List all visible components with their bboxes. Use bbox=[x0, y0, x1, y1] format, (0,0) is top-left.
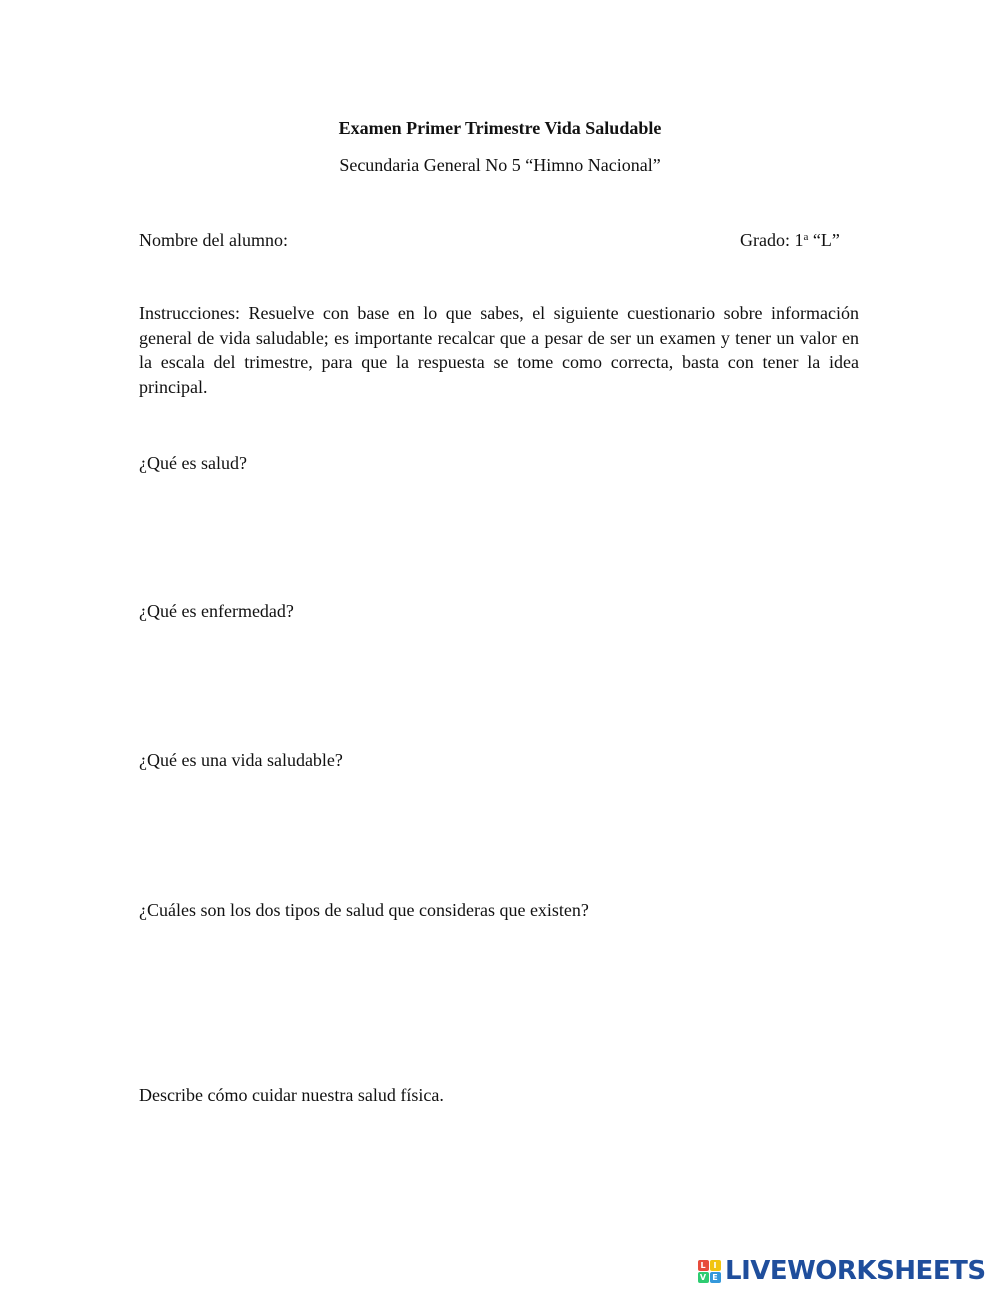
question-1: ¿Qué es salud? bbox=[139, 453, 247, 473]
logo-letter-l: L bbox=[698, 1260, 709, 1271]
grade-group: “L” bbox=[808, 230, 840, 250]
logo-letter-i: I bbox=[710, 1260, 721, 1271]
question-4: ¿Cuáles son los dos tipos de salud que consideras que existen? bbox=[139, 900, 589, 920]
exam-title: Examen Primer Trimestre Vida Saludable bbox=[338, 118, 662, 138]
grade-superscript: a bbox=[803, 231, 809, 243]
question-3: ¿Qué es una vida saludable? bbox=[139, 750, 343, 770]
liveworksheets-wordmark: LIVEWORKSHEETS bbox=[725, 1256, 986, 1286]
grade-label bbox=[740, 228, 840, 252]
logo-letter-e: E bbox=[710, 1272, 721, 1283]
instructions-paragraph: Instrucciones: Resuelve con base en lo que sabes, el siguiente cuestionario sobre información general de vida saludable; es importante recalcar que a pesar de ser un examen y tener un valor en la escala del trimestre, para que la respuesta se tome como correcta, basta con tener la idea principal. bbox=[139, 303, 859, 397]
liveworksheets-brand bbox=[697, 1257, 986, 1285]
school-name: Secundaria General No 5 “Himno Nacional” bbox=[339, 155, 661, 175]
logo-letter-v: V bbox=[698, 1272, 709, 1283]
question-5: Describe cómo cuidar nuestra salud física. bbox=[139, 1085, 444, 1105]
question-2: ¿Qué es enfermedad? bbox=[139, 601, 294, 621]
student-name-label: Nombre del alumno: bbox=[139, 230, 288, 250]
liveworksheets-logo-icon bbox=[697, 1259, 721, 1283]
grade-prefix: Grado: 1 bbox=[740, 230, 804, 250]
